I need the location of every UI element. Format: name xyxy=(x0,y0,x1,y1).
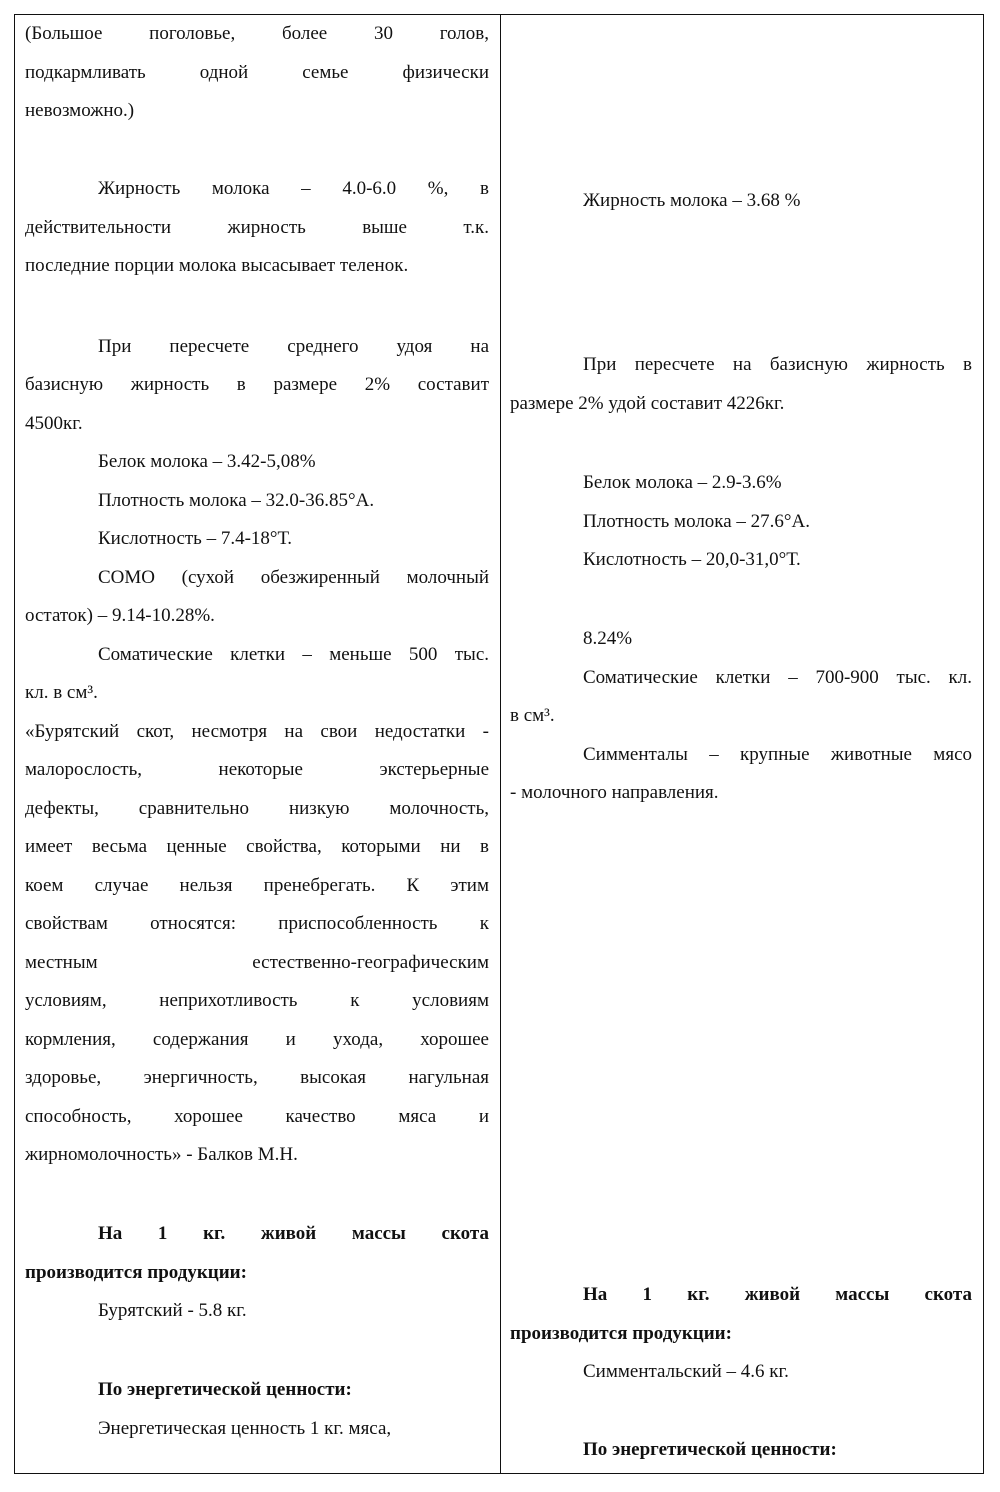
right-acidity-line: Кислотность – 20,0-31,0°Т. xyxy=(583,549,801,570)
right-somo-value: 8.24% xyxy=(583,628,633,649)
quote-line-10: здоровье, энергичность, высокая нагульная xyxy=(25,1067,489,1088)
production-heading-line-2: производится продукции: xyxy=(25,1262,247,1283)
somatic-line-2: кл. в см³. xyxy=(25,682,98,703)
simmental-line-2: - молочного направления. xyxy=(510,782,719,803)
simmental-line-1: Симменталы – крупные животные мясо xyxy=(583,744,972,765)
milk-fat-line-2: действительности жирность выше т.к. xyxy=(25,217,489,238)
quote-line-3: дефекты, сравнительно низкую молочность, xyxy=(25,798,489,819)
recalc-line-3: 4500кг. xyxy=(25,413,83,434)
quote-line-7: местным естественно-географическим xyxy=(25,952,489,973)
protein-line: Белок молока – 3.42-5,08% xyxy=(98,451,316,472)
right-energy-heading: По энергетической ценности: xyxy=(583,1439,837,1460)
column-divider xyxy=(500,15,501,1473)
right-somatic-line-2: в см³. xyxy=(510,705,555,726)
quote-line-5: коем случае нельзя пренебрегать. К этим xyxy=(25,875,489,896)
production-heading-line-1: На 1 кг. живой массы скота xyxy=(98,1223,489,1244)
quote-line-11: способность, хорошее качество мяса и xyxy=(25,1106,489,1127)
somo-line-1: СОМО (сухой обезжиренный молочный xyxy=(98,567,489,588)
recalc-line-1: При пересчете среднего удоя на xyxy=(98,336,489,357)
quote-line-8: условиям, неприхотливость к условиям xyxy=(25,990,489,1011)
quote-line-9: кормления, содержания и ухода, хорошее xyxy=(25,1029,489,1050)
right-recalc-line-2: размере 2% удой составит 4226кг. xyxy=(510,393,785,414)
recalc-line-2: базисную жирность в размере 2% составит xyxy=(25,374,489,395)
herd-note-line-2: подкармливать одной семье физически xyxy=(25,61,489,83)
quote-line-6: свойствам относятся: приспособленность к xyxy=(25,913,489,934)
milk-fat-line-1: Жирность молока – 4.0-6.0 %, в xyxy=(98,178,489,199)
quote-line-4: имеет весьма ценные свойства, которыми ни в xyxy=(25,836,489,857)
production-value: Бурятский - 5.8 кг. xyxy=(98,1300,247,1321)
acidity-line: Кислотность – 7.4-18°Т. xyxy=(98,528,292,549)
somo-line-2: остаток) – 9.14-10.28%. xyxy=(25,605,215,626)
right-recalc-line-1: При пересчете на базисную жирность в xyxy=(583,354,972,375)
energy-heading: По энергетической ценности: xyxy=(98,1379,352,1400)
right-milk-fat: Жирность молока – 3.68 % xyxy=(583,190,801,211)
comparison-table xyxy=(14,14,984,1474)
density-line: Плотность молока – 32.0-36.85°А. xyxy=(98,490,375,511)
right-production-heading-line-1: На 1 кг. живой массы скота xyxy=(583,1284,972,1305)
right-somatic-line-1: Соматические клетки – 700-900 тыс. кл. xyxy=(583,667,972,688)
right-density-line: Плотность молока – 27.6°А. xyxy=(583,511,810,532)
herd-note-line-1: (Большое поголовье, более 30 голов, xyxy=(25,23,489,44)
energy-text: Энергетическая ценность 1 кг. мяса, xyxy=(98,1418,392,1439)
milk-fat-line-3: последние порции молока высасывает теленок. xyxy=(25,255,409,276)
right-production-value: Симментальский – 4.6 кг. xyxy=(583,1361,789,1382)
quote-line-2: малорослость, некоторые экстерьерные xyxy=(25,759,489,780)
somatic-line-1: Соматические клетки – меньше 500 тыс. xyxy=(98,644,489,665)
quote-line-1: «Бурятский скот, несмотря на свои недостатки - xyxy=(25,721,489,742)
right-production-heading-line-2: производится продукции: xyxy=(510,1323,732,1344)
herd-note-line-3: невозможно.) xyxy=(25,100,135,121)
right-protein-line: Белок молока – 2.9-3.6% xyxy=(583,472,782,493)
quote-line-12: жирномолочность» - Балков М.Н. xyxy=(25,1144,298,1165)
